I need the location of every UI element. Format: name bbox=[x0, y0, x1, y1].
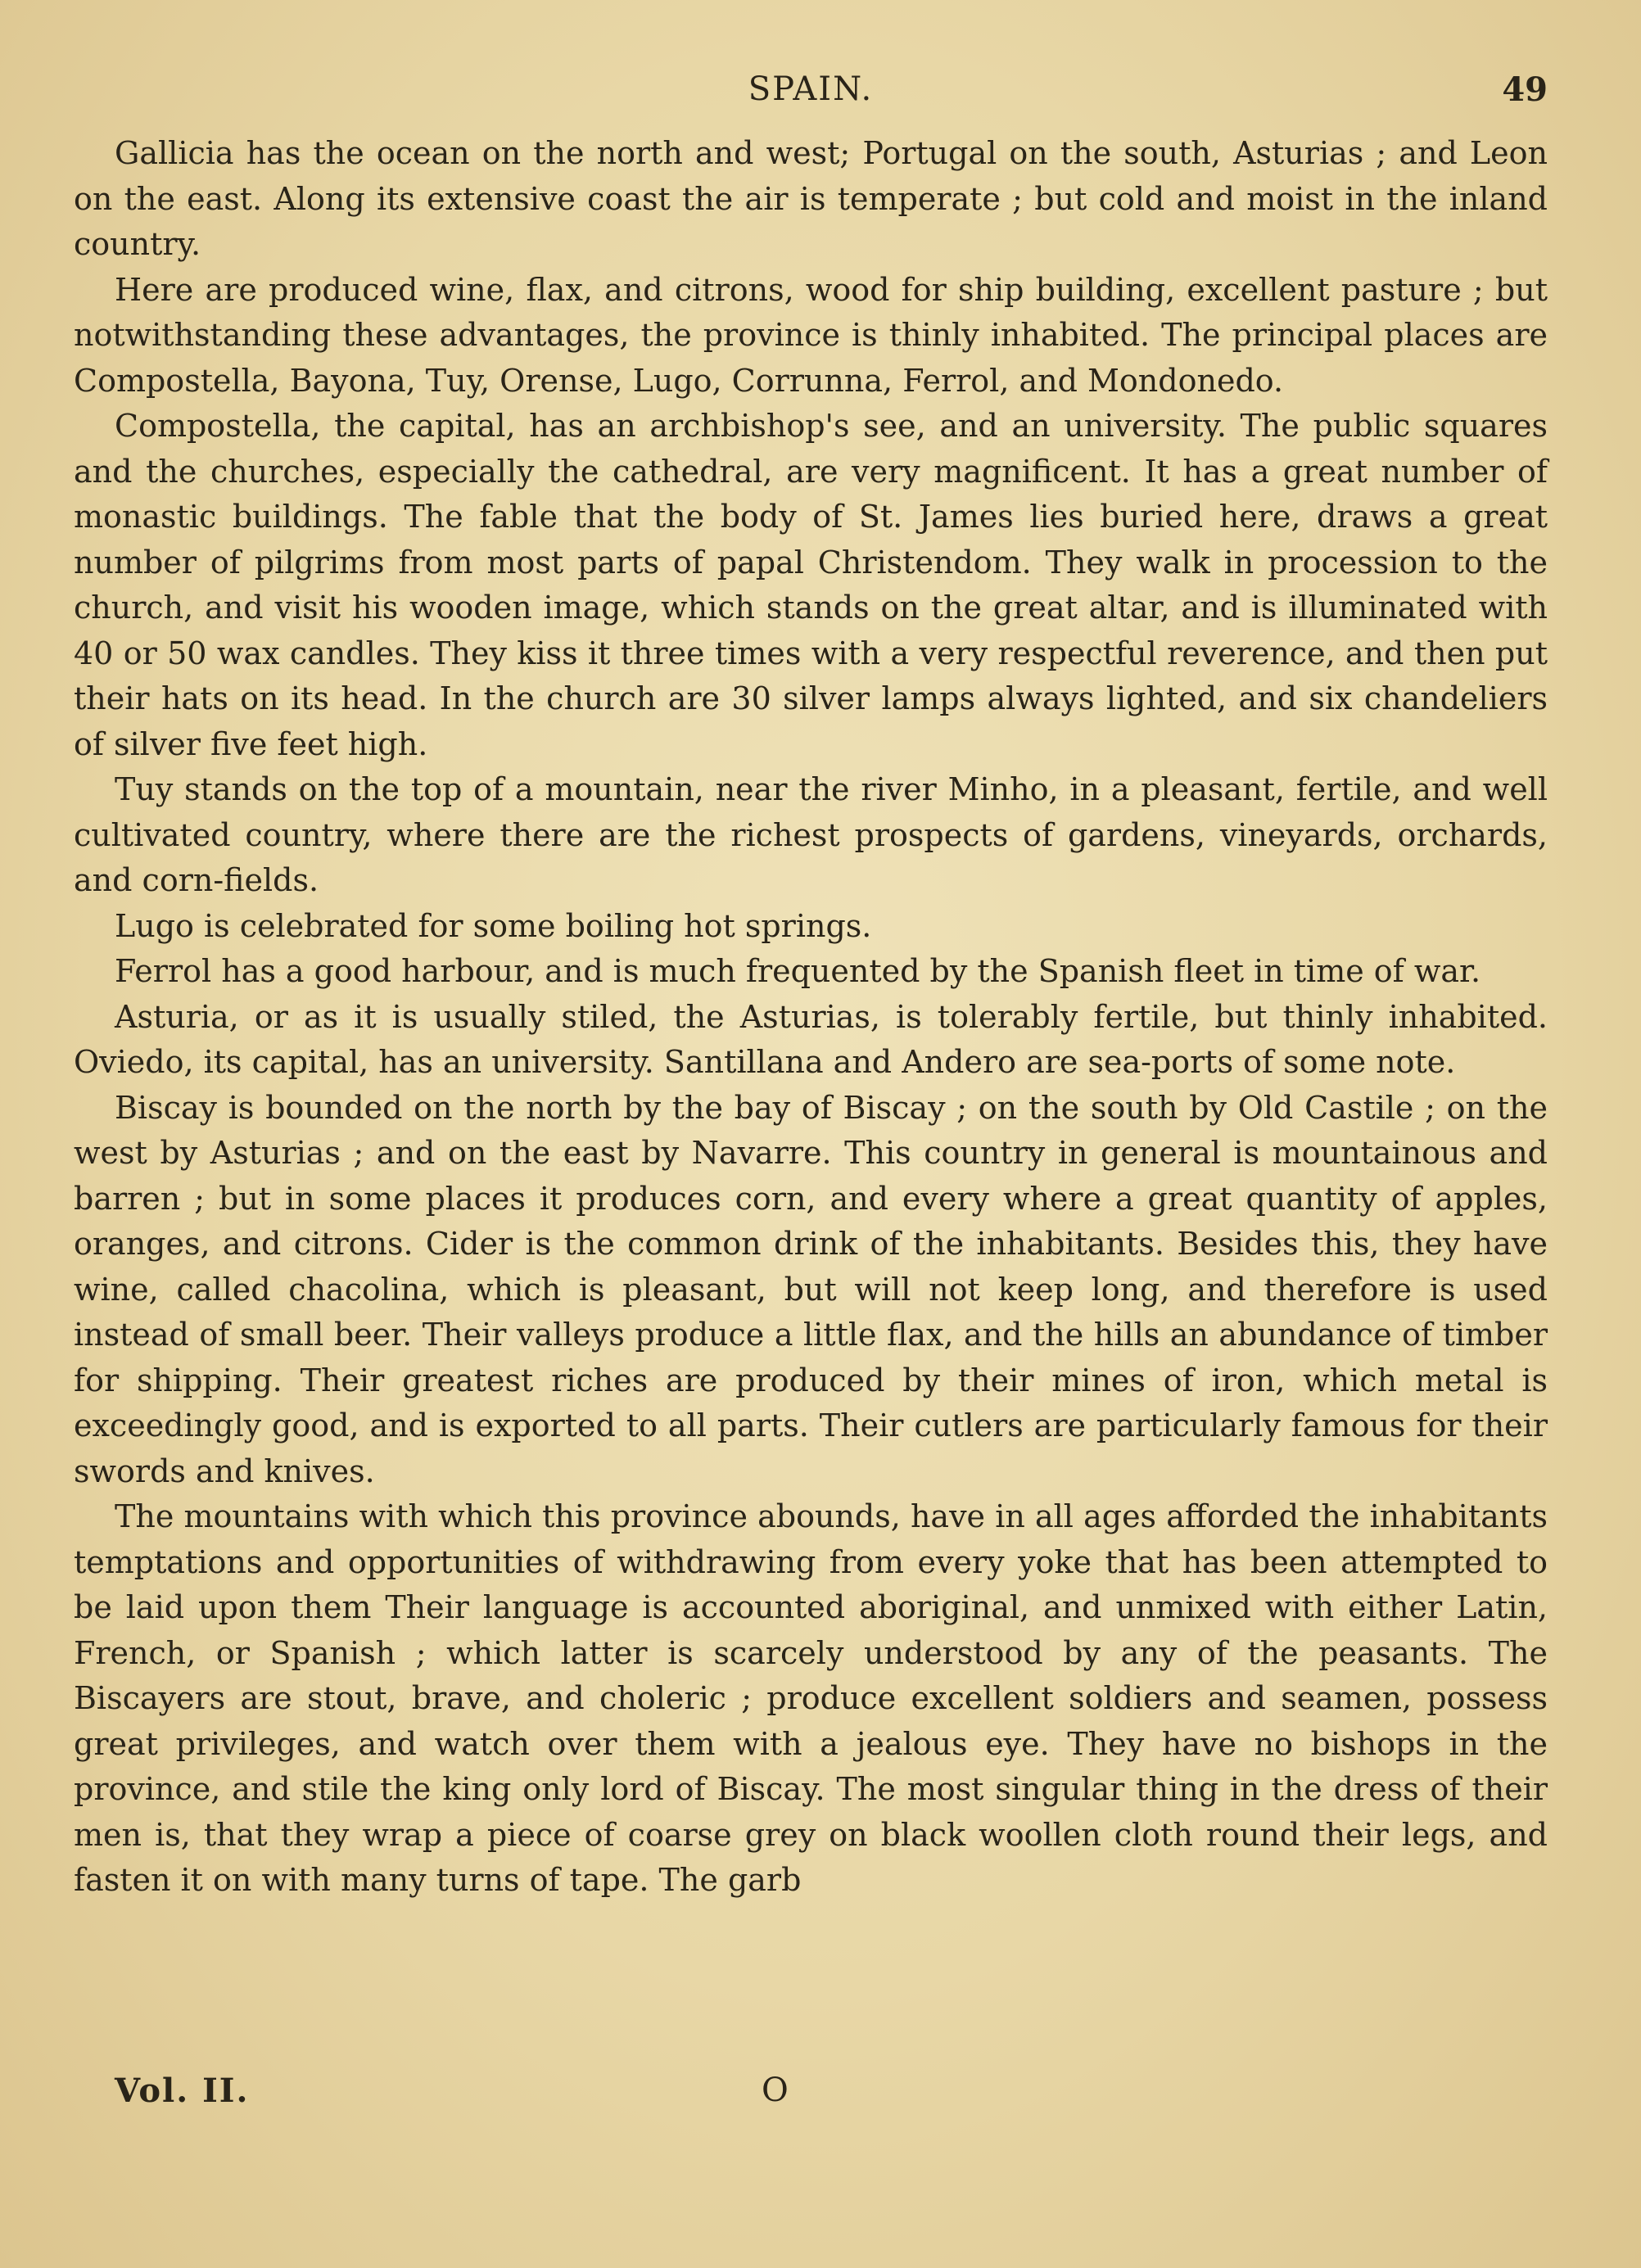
paragraph-produce: Here are produced wine, flax, and citrons, wood for ship building, excellent pasture ; but notwithstanding these advantages, the province is thinly inhabited. The principal places are Compostella, Bayona, Tuy, Orense, Lugo, Corrunna, Ferrol, and Mondonedo. bbox=[74, 271, 1548, 399]
page-footer bbox=[74, 2071, 1548, 2121]
paragraph-gallicia: Gallicia has the ocean on the north and west; Portugal on the south, Asturias ; and Leon on the east. Along its extensive coast the air is temperate ; but cold and moist in the inland country. bbox=[74, 135, 1548, 262]
page-number: 49 bbox=[1502, 70, 1548, 109]
page-header bbox=[74, 66, 1548, 131]
paragraph-compostella: Compostella, the capital, has an archbishop's see, and an university. The public squares and the churches, especially the cathedral, are very magnificent. It has a great number of monastic buildings. The fable that the body of St. James lies buried here, draws a great number of pilgrims from most parts of papal Christendom. They walk in procession to the church, and visit his wooden image, which stands on the great altar, and is illuminated with 40 or 50 wax candles. They kiss it three times with a very respectful reverence, and then put their hats on its head. In the church are 30 silver lamps always lighted, and six chandeliers of silver five feet high. bbox=[74, 408, 1548, 762]
paragraph-tuy: Tuy stands on the top of a mountain, near the river Minho, in a pleasant, fertile, and well cultivated country, where there are the richest prospects of gardens, vineyards, orchards, and corn-fields. bbox=[74, 771, 1548, 898]
volume-label: Vol. II. bbox=[115, 2071, 250, 2110]
paragraph-asturia: Asturia, or as it is usually stiled, the Asturias, is tolerably fertile, but thinly inhabited. Oviedo, its capital, has an university. Santillana and Andero are sea-ports of some note. bbox=[74, 998, 1548, 1080]
paragraph-lugo: Lugo is celebrated for some boiling hot springs. bbox=[115, 907, 872, 944]
paragraph-biscay: Biscay is bounded on the north by the bay of Biscay ; on the south by Old Castile ; on the west by Asturias ; and on the east by Navarre. This country in general is mountainous and barren ; but in some places it produces corn, and every where a great quantity of apples, oranges, and citrons. Cider is the common drink of the inhabitants. Besides this, they have wine, called chacolina, which is pleasant, but will not keep long, and therefore is used instead of small beer. Their valleys produce a little flax, and the hills an abundance of timber for shipping. Their greatest riches are produced by their mines of iron, which metal is exceedingly good, and is exported to all parts. Their cutlers are particularly famous for their swords and knives. bbox=[74, 1089, 1548, 1489]
text-block bbox=[74, 66, 1548, 1904]
signature-mark: O bbox=[762, 2071, 789, 2109]
running-head: SPAIN. bbox=[748, 70, 874, 108]
paragraph-mountains: The mountains with which this province abounds, have in all ages afforded the inhabitants temptations and opportunities of withdrawing from every yoke that has been attempted to be laid upon them Their language is accounted aboriginal, and unmixed with either Latin, French, or Spanish ; which latter is scarcely understood by any of the peasants. The Biscayers are stout, brave, and choleric ; produce excellent soldiers and seamen, possess great privileges, and watch over them with a jealous eye. They have no bishops in the province, and stile the king only lord of Biscay. The most singular thing in the dress of their men is, that they wrap a piece of coarse grey on black woollen cloth round their legs, and fasten it on with many turns of tape. The garb bbox=[74, 1498, 1548, 1898]
paragraph-ferrol: Ferrol has a good harbour, and is much frequented by the Spanish fleet in time of war. bbox=[115, 953, 1481, 989]
